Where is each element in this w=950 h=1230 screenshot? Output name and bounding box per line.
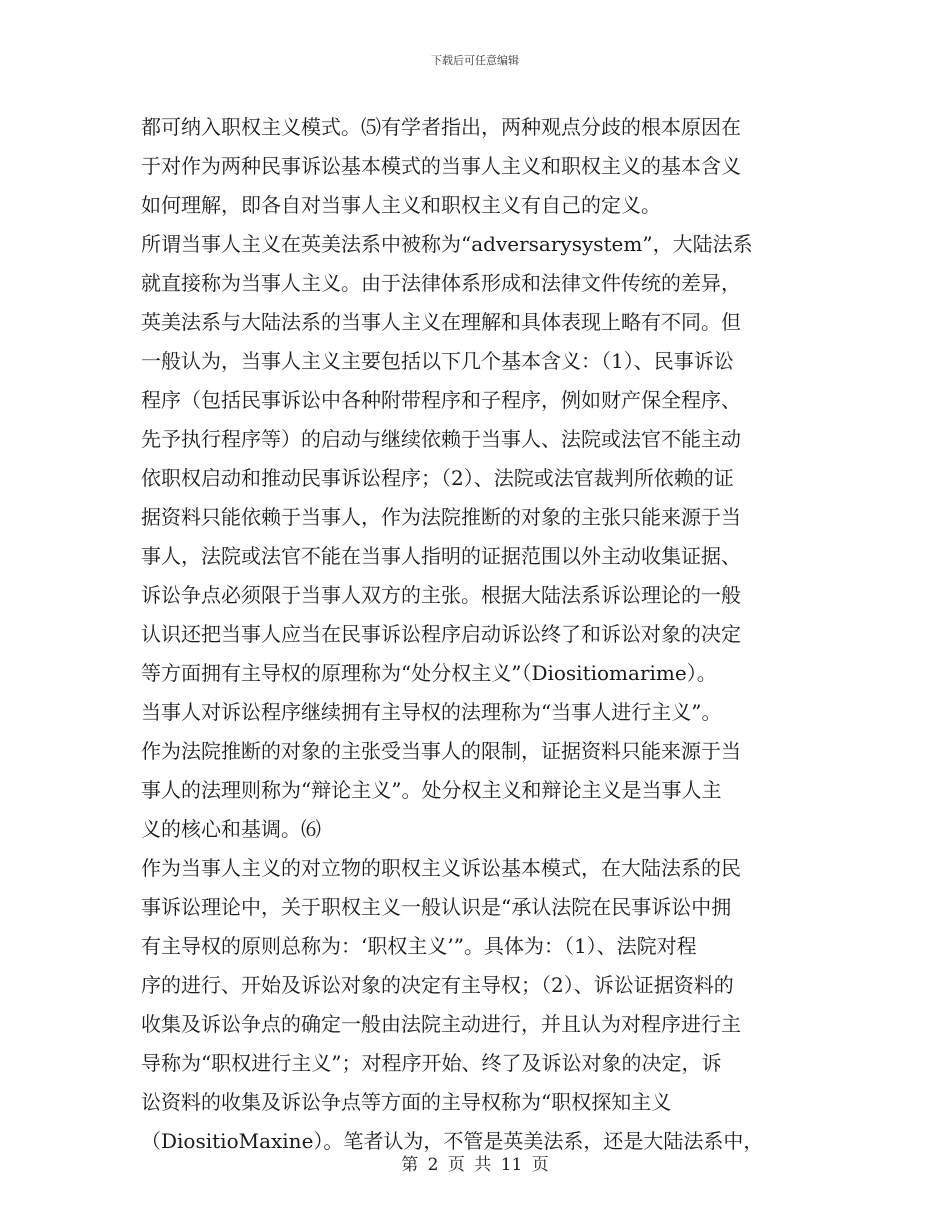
text-line: 义的核心和基调。⑹: [141, 817, 321, 841]
text-line: 诉讼争点必须限于当事人双方的主张。根据大陆法系诉讼理论的一般: [141, 583, 741, 607]
text-line: 依职权启动和推动民事诉讼程序；（2）、法院或法官裁判所依赖的证: [141, 466, 734, 490]
text-line: 认识还把当事人应当在民事诉讼程序启动诉讼终了和诉讼对象的决定: [141, 622, 741, 646]
text-line: 事人的法理则称为“辩论主义”。处分权主义和辩论主义是当事人主: [141, 778, 722, 802]
text-line: 英美法系与大陆法系的当事人主义在理解和具体表现上略有不同。但: [141, 310, 741, 334]
text-line: 序的进行、开始及诉讼对象的决定有主导权；（2）、诉讼证据资料的: [141, 973, 734, 997]
text-line: 先予执行程序等）的启动与继续依赖于当事人、法院或法官不能主动: [141, 427, 741, 451]
text-line: 所谓当事人主义在英美法系中被称为“adversarysystem”，大陆法系: [141, 232, 753, 256]
text-line: 等方面拥有主导权的原理称为“处分权主义”（Diositiomarime）。: [141, 661, 717, 685]
text-line: 作为当事人主义的对立物的职权主义诉讼基本模式，在大陆法系的民: [141, 856, 741, 880]
text-line: 都可纳入职权主义模式。⑸有学者指出，两种观点分歧的根本原因在: [141, 115, 741, 139]
text-line: 当事人对诉讼程序继续拥有主导权的法理称为“当事人进行主义”。: [141, 700, 722, 724]
text-line: 如何理解，即各自对当事人主义和职权主义有自己的定义。: [141, 193, 661, 217]
document-body: [141, 108, 811, 1161]
text-line: 讼资料的收集及诉讼争点等方面的主导权称为“职权探知主义: [141, 1090, 672, 1114]
page-footer: 第 2 页 共 11 页: [401, 1155, 549, 1175]
text-line: （DiositioMaxine）。笔者认为，不管是英美法系，还是大陆法系中，: [141, 1129, 764, 1153]
text-line: 于对作为两种民事诉讼基本模式的当事人主义和职权主义的基本含义: [141, 154, 741, 178]
text-line: 收集及诉讼争点的确定一般由法院主动进行，并且认为对程序进行主: [141, 1012, 741, 1036]
page-header: 下载后可任意编辑: [431, 54, 519, 67]
text-line: 就直接称为当事人主义。由于法律体系形成和法律文件传统的差异，: [141, 271, 741, 295]
text-line: 导称为“职权进行主义”；对程序开始、终了及诉讼对象的决定，诉: [141, 1051, 722, 1075]
text-line: 程序（包括民事诉讼中各种附带程序和子程序，例如财产保全程序、: [141, 388, 741, 412]
text-line: 作为法院推断的对象的主张受当事人的限制，证据资料只能来源于当: [141, 739, 741, 763]
text-line: 事诉讼理论中，关于职权主义一般认识是“承认法院在民事诉讼中拥: [141, 895, 732, 919]
text-line: 有主导权的原则总称为：‘职权主义’”。具体为：（1）、法院对程: [141, 934, 697, 958]
text-line: 事人，法院或法官不能在当事人指明的证据范围以外主动收集证据、: [141, 544, 741, 568]
text-line: 一般认为，当事人主义主要包括以下几个基本含义：（1）、民事诉讼: [141, 349, 734, 373]
text-line: 据资料只能依赖于当事人，作为法院推断的对象的主张只能来源于当: [141, 505, 741, 529]
